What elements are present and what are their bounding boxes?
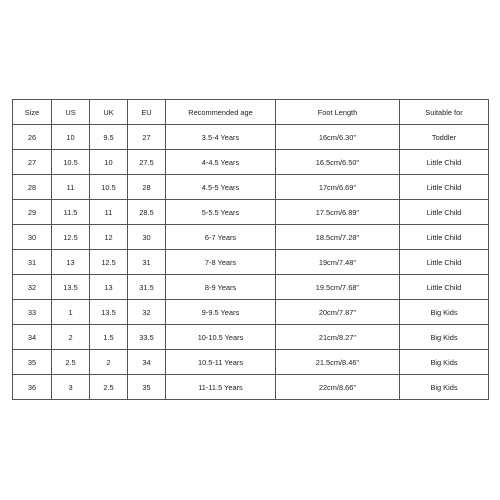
cell-uk: 12.5 xyxy=(90,250,128,275)
cell-uk: 13.5 xyxy=(90,300,128,325)
cell-suitable-for: Little Child xyxy=(400,275,489,300)
cell-suitable-for: Little Child xyxy=(400,200,489,225)
cell-suitable-for: Little Child xyxy=(400,175,489,200)
table-row xyxy=(13,150,489,175)
cell-recommended-age: 10.5-11 Years xyxy=(166,350,276,375)
table-row xyxy=(13,225,489,250)
header-size: Size xyxy=(13,100,52,125)
size-chart-table xyxy=(12,99,489,400)
cell-recommended-age: 4-4.5 Years xyxy=(166,150,276,175)
cell-uk: 9.5 xyxy=(90,125,128,150)
cell-uk: 11 xyxy=(90,200,128,225)
header-eu: EU xyxy=(128,100,166,125)
cell-us: 3 xyxy=(52,375,90,400)
table-row xyxy=(13,375,489,400)
cell-size: 28 xyxy=(13,175,52,200)
table-row xyxy=(13,350,489,375)
cell-size: 33 xyxy=(13,300,52,325)
cell-eu: 27.5 xyxy=(128,150,166,175)
cell-us: 11.5 xyxy=(52,200,90,225)
cell-recommended-age: 9-9.5 Years xyxy=(166,300,276,325)
cell-suitable-for: Big Kids xyxy=(400,375,489,400)
cell-uk: 10 xyxy=(90,150,128,175)
table-row xyxy=(13,200,489,225)
cell-suitable-for: Big Kids xyxy=(400,325,489,350)
cell-size: 36 xyxy=(13,375,52,400)
cell-us: 2.5 xyxy=(52,350,90,375)
cell-uk: 10.5 xyxy=(90,175,128,200)
table-row xyxy=(13,300,489,325)
cell-us: 12.5 xyxy=(52,225,90,250)
cell-eu: 28.5 xyxy=(128,200,166,225)
cell-recommended-age: 6-7 Years xyxy=(166,225,276,250)
cell-recommended-age: 8-9 Years xyxy=(166,275,276,300)
table-row xyxy=(13,325,489,350)
header-foot-length: Foot Length xyxy=(276,100,400,125)
cell-suitable-for: Little Child xyxy=(400,225,489,250)
cell-uk: 2.5 xyxy=(90,375,128,400)
cell-foot-length: 17cm/6.69'' xyxy=(276,175,400,200)
cell-foot-length: 19.5cm/7.68'' xyxy=(276,275,400,300)
cell-size: 31 xyxy=(13,250,52,275)
cell-suitable-for: Little Child xyxy=(400,150,489,175)
cell-suitable-for: Little Child xyxy=(400,250,489,275)
table-row xyxy=(13,250,489,275)
table-row xyxy=(13,275,489,300)
header-us: US xyxy=(52,100,90,125)
cell-recommended-age: 10-10.5 Years xyxy=(166,325,276,350)
cell-eu: 32 xyxy=(128,300,166,325)
cell-uk: 1.5 xyxy=(90,325,128,350)
cell-foot-length: 17.5cm/6.89'' xyxy=(276,200,400,225)
cell-us: 10 xyxy=(52,125,90,150)
cell-recommended-age: 11-11.5 Years xyxy=(166,375,276,400)
cell-foot-length: 21cm/8.27'' xyxy=(276,325,400,350)
table-row xyxy=(13,175,489,200)
cell-size: 35 xyxy=(13,350,52,375)
header-recommended-age: Recommended age xyxy=(166,100,276,125)
cell-us: 10.5 xyxy=(52,150,90,175)
cell-eu: 35 xyxy=(128,375,166,400)
cell-uk: 2 xyxy=(90,350,128,375)
cell-suitable-for: Big Kids xyxy=(400,300,489,325)
cell-size: 27 xyxy=(13,150,52,175)
cell-recommended-age: 7-8 Years xyxy=(166,250,276,275)
cell-eu: 31.5 xyxy=(128,275,166,300)
cell-uk: 12 xyxy=(90,225,128,250)
cell-eu: 31 xyxy=(128,250,166,275)
cell-eu: 30 xyxy=(128,225,166,250)
cell-eu: 34 xyxy=(128,350,166,375)
header-row xyxy=(13,100,489,125)
table-row xyxy=(13,125,489,150)
cell-eu: 27 xyxy=(128,125,166,150)
cell-size: 29 xyxy=(13,200,52,225)
cell-recommended-age: 4.5-5 Years xyxy=(166,175,276,200)
cell-foot-length: 22cm/8.66'' xyxy=(276,375,400,400)
cell-recommended-age: 5-5.5 Years xyxy=(166,200,276,225)
cell-uk: 13 xyxy=(90,275,128,300)
cell-us: 2 xyxy=(52,325,90,350)
cell-size: 30 xyxy=(13,225,52,250)
cell-size: 34 xyxy=(13,325,52,350)
cell-us: 13.5 xyxy=(52,275,90,300)
cell-us: 11 xyxy=(52,175,90,200)
cell-eu: 28 xyxy=(128,175,166,200)
cell-recommended-age: 3.5-4 Years xyxy=(166,125,276,150)
cell-size: 32 xyxy=(13,275,52,300)
cell-foot-length: 20cm/7.87'' xyxy=(276,300,400,325)
cell-foot-length: 16cm/6.30'' xyxy=(276,125,400,150)
cell-eu: 33.5 xyxy=(128,325,166,350)
cell-suitable-for: Big Kids xyxy=(400,350,489,375)
cell-foot-length: 18.5cm/7.28'' xyxy=(276,225,400,250)
cell-us: 1 xyxy=(52,300,90,325)
header-uk: UK xyxy=(90,100,128,125)
header-suitable-for: Suitable for xyxy=(400,100,489,125)
cell-foot-length: 21.5cm/8.46'' xyxy=(276,350,400,375)
cell-foot-length: 16.5cm/6.50'' xyxy=(276,150,400,175)
cell-size: 26 xyxy=(13,125,52,150)
cell-foot-length: 19cm/7.48'' xyxy=(276,250,400,275)
cell-suitable-for: Toddler xyxy=(400,125,489,150)
cell-us: 13 xyxy=(52,250,90,275)
